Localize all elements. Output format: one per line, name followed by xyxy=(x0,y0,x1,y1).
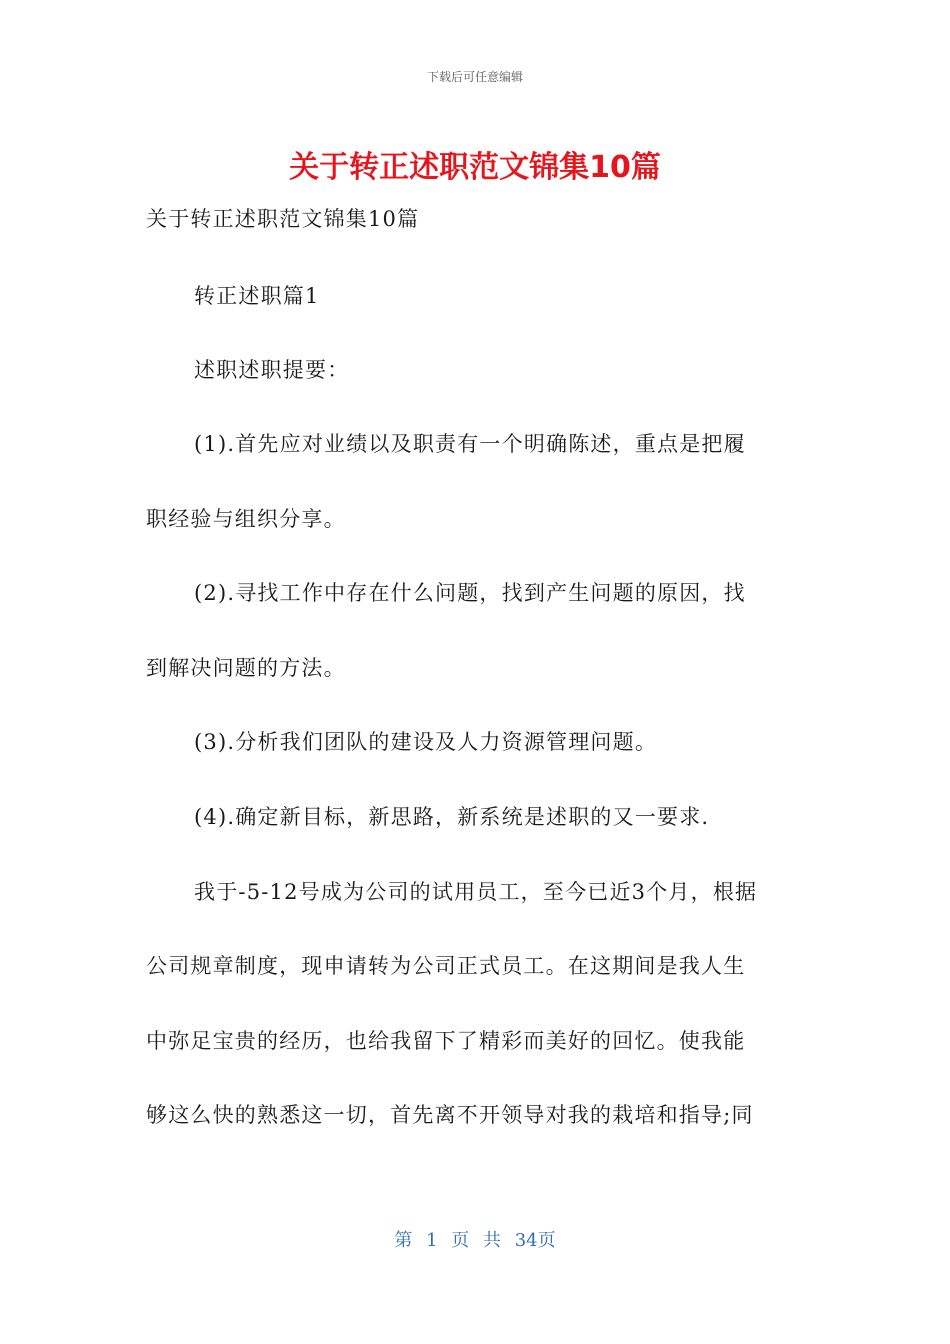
paragraph-line: 够这么快的熟悉这一切，首先离不开领导对我的栽培和指导;同 xyxy=(146,1103,754,1127)
subtitle-line: 关于转正述职范文锦集10篇 xyxy=(146,207,420,231)
section-heading: 转正述职篇1 xyxy=(194,284,320,308)
paragraph-line: (4).确定新目标，新思路，新系统是述职的又一要求. xyxy=(194,805,710,829)
paragraph-line: 我于-5-12号成为公司的试用员工，至今已近3个月，根据 xyxy=(194,880,758,904)
paragraph-line: 到解决问题的方法。 xyxy=(146,656,346,680)
paragraph-line: 述职述职提要： xyxy=(194,358,350,382)
paragraph-line: (3).分析我们团队的建设及人力资源管理问题。 xyxy=(194,730,658,754)
page-number: 第 1 页 共 34页 xyxy=(394,1230,556,1251)
paragraph-line: (2).寻找工作中存在什么问题，找到产生问题的原因，找 xyxy=(194,581,746,605)
paragraph-line: 公司规章制度，现申请转为公司正式员工。在这期间是我人生 xyxy=(146,954,746,978)
paragraph-line: 中弥足宝贵的经历，也给我留下了精彩而美好的回忆。使我能 xyxy=(146,1029,746,1053)
document-title: 关于转正述职范文锦集10篇 xyxy=(289,150,661,185)
header-note: 下载后可任意编辑 xyxy=(426,70,523,84)
paragraph-line: (1).首先应对业绩以及职责有一个明确陈述，重点是把履 xyxy=(194,432,746,456)
paragraph-line: 职经验与组织分享。 xyxy=(146,507,346,531)
